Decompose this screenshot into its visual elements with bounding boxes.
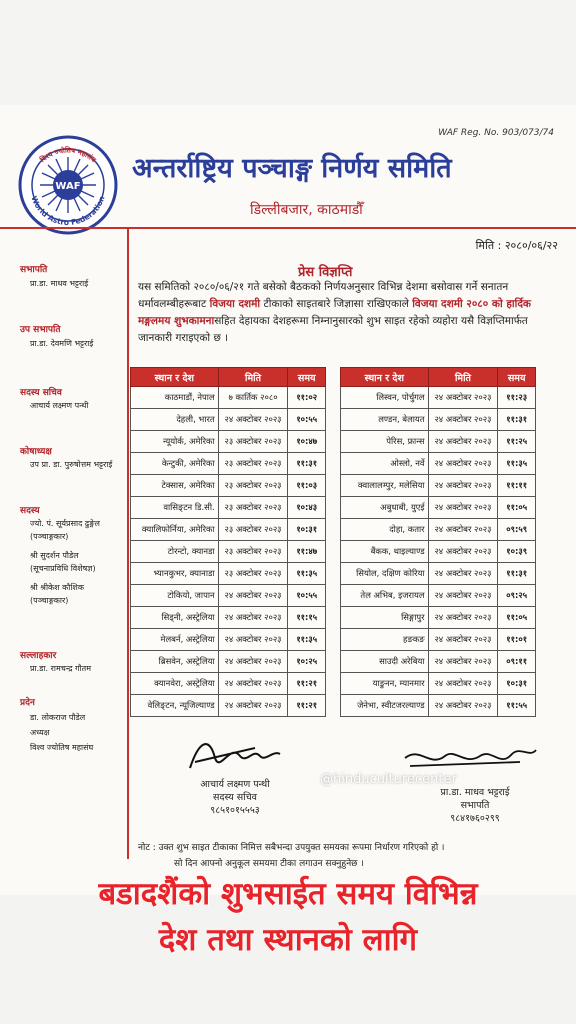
- press-release-heading: प्रेस विज्ञप्ति: [298, 265, 353, 280]
- place-cell: केन्टुकी, अमेरिका: [131, 453, 219, 475]
- place-cell: तेल अभिब, इजरायल: [341, 585, 429, 607]
- time-cell: ११:२१: [288, 695, 326, 717]
- timing-table-left: [130, 367, 326, 717]
- date-cell: २४ अक्टोबर २०२३: [428, 387, 498, 409]
- column-header: समय: [498, 368, 536, 387]
- sidebar-name: प्रा.डा. रामचन्द्र गौतम: [30, 664, 91, 673]
- banner-line-1: बडादशैंको शुभसाईत समय विभिन्न: [98, 876, 478, 912]
- date-cell: ७ कार्तिक २०८०: [218, 387, 288, 409]
- body-text: टीकाको साइतबारे जिज्ञासा राखिएकाले: [260, 298, 413, 310]
- place-cell: ओस्लो, नर्वे: [341, 453, 429, 475]
- column-header: स्थान र देश: [131, 368, 219, 387]
- sidebar-name: विश्व ज्योतिष महासंघ: [30, 743, 94, 752]
- date-cell: २३ अक्टोबर २०२३: [218, 519, 288, 541]
- table-row: [341, 695, 536, 717]
- time-cell: ११:३१: [498, 563, 536, 585]
- date-cell: २३ अक्टोबर २०२३: [218, 431, 288, 453]
- sidebar-name: अध्यक्ष: [30, 728, 50, 737]
- date-cell: २४ अक्टोबर २०२३: [428, 541, 498, 563]
- sidebar-divider: [127, 229, 129, 859]
- logo-mark: WAF: [55, 181, 81, 192]
- document-date: मिति : २०८०/०६/२२: [475, 239, 558, 252]
- time-cell: १०:४३: [288, 497, 326, 519]
- place-cell: साउदी अरेबिया: [341, 651, 429, 673]
- table-row: [341, 673, 536, 695]
- table-row: [131, 409, 326, 431]
- time-cell: ११:४७: [288, 541, 326, 563]
- place-cell: लिस्वन, पोर्चुगल: [341, 387, 429, 409]
- date-cell: २४ अक्टोबर २०२३: [428, 497, 498, 519]
- sidebar-name: श्री सुदर्शन पौडेल: [30, 551, 79, 560]
- date-cell: २४ अक्टोबर २०२३: [218, 585, 288, 607]
- table-row: [341, 651, 536, 673]
- date-cell: २३ अक्टोबर २०२३: [218, 541, 288, 563]
- time-cell: ११:३५: [288, 629, 326, 651]
- place-cell: अबुधाबी, युएई: [341, 497, 429, 519]
- sidebar-heading: कोषाध्यक्ष: [20, 447, 52, 457]
- press-release-body: [138, 279, 558, 347]
- signatory-role: सदस्य सचिव: [213, 792, 257, 803]
- note-line: सो दिन आफ्नो अनुकूल समयमा टीका लगाउन सक्नुहुनेछ ।: [174, 859, 364, 869]
- time-cell: ११:१५: [288, 607, 326, 629]
- sidebar-heading: सदस्य सचिव: [20, 388, 62, 398]
- table-row: [341, 453, 536, 475]
- page-title: अन्तर्राष्ट्रिय पञ्चाङ्ग निर्णय समिति: [132, 153, 452, 184]
- table-row: [131, 497, 326, 519]
- time-cell: ११:०३: [288, 475, 326, 497]
- table-row: [131, 453, 326, 475]
- sidebar-name: (पञ्चाङ्गकार): [30, 532, 69, 541]
- sidebar-name: डा. लोकराज पौडेल: [30, 713, 86, 722]
- place-cell: हङकङ: [341, 629, 429, 651]
- column-header: मिति: [218, 368, 288, 387]
- signature-block-left: [160, 778, 310, 817]
- date-cell: २४ अक्टोबर २०२३: [218, 607, 288, 629]
- time-cell: ०९:५९: [498, 519, 536, 541]
- signatory-name: आचार्य लक्ष्मण पन्थी: [200, 779, 270, 790]
- signatory-name: प्रा.डा. माधव भट्टराई: [440, 787, 510, 798]
- place-cell: लण्डन, बेलायत: [341, 409, 429, 431]
- table-row: [131, 387, 326, 409]
- time-cell: ०९:११: [498, 651, 536, 673]
- table-row: [131, 585, 326, 607]
- table-row: [341, 387, 536, 409]
- logo-caption-top: विश्व ज्योतिष महासंघ: [38, 146, 98, 165]
- date-cell: २३ अक्टोबर २०२३: [218, 563, 288, 585]
- highlight-text: विजया दशमी: [209, 298, 261, 310]
- table-row: [131, 651, 326, 673]
- date-cell: २४ अक्टोबर २०२३: [428, 629, 498, 651]
- time-cell: ११:०२: [288, 387, 326, 409]
- column-header: स्थान र देश: [341, 368, 429, 387]
- date-cell: २४ अक्टोबर २०२३: [428, 519, 498, 541]
- waf-logo-icon: [18, 135, 118, 235]
- table-row: [341, 519, 536, 541]
- table-row: [341, 563, 536, 585]
- date-cell: २४ अक्टोबर २०२३: [428, 475, 498, 497]
- place-cell: क्वालालम्पुर, मलेसिया: [341, 475, 429, 497]
- place-cell: वेलिङ्टन, न्यूजिल्याण्ड: [131, 695, 219, 717]
- signatory-phone: ९८४१७६०२९९: [450, 813, 500, 824]
- logo-caption: World Astro Federation: [29, 194, 107, 228]
- place-cell: जेनेभा, स्वीटजरल्याण्ड: [341, 695, 429, 717]
- place-cell: ब्रिसवेन, अस्ट्रेलिया: [131, 651, 219, 673]
- table-row: [341, 585, 536, 607]
- time-cell: १०:५५: [288, 585, 326, 607]
- date-cell: २४ अक्टोबर २०२३: [218, 651, 288, 673]
- signatory-phone: ९८५१०१५५५३: [210, 805, 260, 816]
- time-cell: ११:३१: [498, 409, 536, 431]
- place-cell: देहली, भारत: [131, 409, 219, 431]
- place-cell: टोकियो, जापान: [131, 585, 219, 607]
- table-row: [131, 541, 326, 563]
- time-cell: ११:३१: [288, 453, 326, 475]
- place-cell: सिड्नी, अस्ट्रेलिया: [131, 607, 219, 629]
- place-cell: काठमाडौं, नेपाल: [131, 387, 219, 409]
- time-cell: ११:५५: [498, 695, 536, 717]
- signatory-role: सभापति: [460, 800, 490, 811]
- table-row: [341, 475, 536, 497]
- body-text: यस समितिको २०८०/०६/२१ गते बसेको बैठकको निर्णयअनुसार विभिन्न देशमा बसोवास गर्ने सनातन धर्मावलम्बीहरूबाट: [138, 281, 509, 310]
- page-subtitle: डिल्लीबजार, काठमाडौँ: [250, 202, 363, 218]
- place-cell: क्यालिफोर्निया, अमेरिका: [131, 519, 219, 541]
- body-text: सहित देहायका देशहरूमा निम्नानुसारको शुभ साइत रहेको व्यहोरा यसै विज्ञप्तिमार्फत जानकारी गराइएको छ ।: [138, 315, 528, 344]
- time-cell: ११:०५: [498, 497, 536, 519]
- place-cell: बैंकक, थाइल्याण्ड: [341, 541, 429, 563]
- place-cell: वासिङ्टन डि.सी.: [131, 497, 219, 519]
- timing-table-right: [340, 367, 536, 717]
- time-cell: ११:२५: [498, 431, 536, 453]
- table-row: [341, 497, 536, 519]
- time-cell: ०९:२५: [498, 585, 536, 607]
- time-cell: ११:२१: [288, 673, 326, 695]
- sidebar-name: श्री श्रीकेश कौशिक: [30, 583, 85, 592]
- top-background: [0, 0, 576, 105]
- date-cell: २४ अक्टोबर २०२३: [428, 607, 498, 629]
- table-row: [131, 607, 326, 629]
- sidebar-name: प्रा.डा. माधव भट्टराई: [30, 279, 89, 288]
- date-cell: २३ अक्टोबर २०२३: [218, 453, 288, 475]
- column-header: मिति: [428, 368, 498, 387]
- table-row: [131, 629, 326, 651]
- registration-number: WAF Reg. No. 903/073/74: [438, 128, 554, 138]
- sidebar-heading: सदस्य: [20, 506, 40, 516]
- header-divider: [0, 227, 576, 229]
- date-cell: २४ अक्टोबर २०२३: [218, 673, 288, 695]
- date-cell: २४ अक्टोबर २०२३: [428, 431, 498, 453]
- sidebar-name: (पञ्चाङ्गकार): [30, 596, 69, 605]
- table-row: [131, 475, 326, 497]
- signature-block-right: [400, 786, 550, 825]
- date-cell: २३ अक्टोबर २०२३: [218, 497, 288, 519]
- highlight-text: विजया दशमी २०८० को हार्दिक मङ्गलमय शुभकामना: [138, 298, 531, 327]
- place-cell: सिङ्गापुर: [341, 607, 429, 629]
- note-line: नोट : उक्त शुभ साइत टीकाका निमित्त सबैभन्दा उपयुक्त समयका रूपमा निर्धारण गरिएको हो ।: [138, 843, 445, 853]
- date-cell: २४ अक्टोबर २०२३: [428, 651, 498, 673]
- date-cell: २४ अक्टोबर २०२३: [428, 695, 498, 717]
- time-cell: १०:३१: [498, 673, 536, 695]
- place-cell: न्यूयोर्क, अमेरिका: [131, 431, 219, 453]
- place-cell: सियोल, दक्षिण कोरिया: [341, 563, 429, 585]
- date-cell: २४ अक्टोबर २०२३: [218, 409, 288, 431]
- date-cell: २४ अक्टोबर २०२३: [428, 563, 498, 585]
- date-cell: २४ अक्टोबर २०२३: [428, 673, 498, 695]
- table-row: [341, 431, 536, 453]
- sidebar-heading: सभापति: [20, 265, 48, 275]
- table-row: [341, 607, 536, 629]
- banner-line-2: देश तथा स्थानको लागि: [158, 922, 418, 958]
- sidebar-name: ज्यो. पं. सूर्यप्रसाद ढुङ्गेल: [30, 519, 100, 528]
- place-cell: क्यानवेरा, अस्ट्रेलिया: [131, 673, 219, 695]
- date-cell: २४ अक्टोबर २०२३: [218, 629, 288, 651]
- sidebar-name: (सूचनाप्रविधि विशेषज्ञ): [30, 564, 96, 573]
- time-cell: ११:११: [498, 475, 536, 497]
- time-cell: ११:२३: [498, 387, 536, 409]
- time-cell: ११:३५: [498, 453, 536, 475]
- table-row: [131, 563, 326, 585]
- time-cell: १०:२५: [288, 651, 326, 673]
- table-row: [341, 629, 536, 651]
- sidebar-heading: उप सभापति: [20, 325, 61, 335]
- sidebar-heading: सल्लाहकार: [20, 651, 57, 661]
- place-cell: टोरन्टो, क्यानडा: [131, 541, 219, 563]
- time-cell: १०:३१: [288, 519, 326, 541]
- time-cell: १०:५५: [288, 409, 326, 431]
- table-row: [131, 431, 326, 453]
- place-cell: भ्यानकुभर, क्यानाडा: [131, 563, 219, 585]
- watermark-handle: @hinduculturecenter: [320, 772, 457, 787]
- sidebar-heading: प्रदेन: [20, 698, 35, 708]
- table-row: [131, 673, 326, 695]
- table-row: [341, 541, 536, 563]
- place-cell: पेरिस, फ्रान्स: [341, 431, 429, 453]
- date-cell: २४ अक्टोबर २०२३: [428, 585, 498, 607]
- date-cell: २४ अक्टोबर २०२३: [218, 695, 288, 717]
- date-cell: २४ अक्टोबर २०२३: [428, 409, 498, 431]
- time-cell: १०:३९: [498, 541, 536, 563]
- time-cell: ११:०१: [498, 629, 536, 651]
- column-header: समय: [288, 368, 326, 387]
- table-row: [341, 409, 536, 431]
- time-cell: ११:३५: [288, 563, 326, 585]
- sidebar-name: प्रा.डा. देवमणि भट्टराई: [30, 339, 94, 348]
- place-cell: दोहा, कतार: [341, 519, 429, 541]
- table-row: [131, 695, 326, 717]
- time-cell: १०:४७: [288, 431, 326, 453]
- table-row: [131, 519, 326, 541]
- sidebar-name: उप प्रा. डा. पुरुषोत्तम भट्टराई: [30, 460, 113, 469]
- date-cell: २३ अक्टोबर २०२३: [218, 475, 288, 497]
- place-cell: मेलबर्न, अस्ट्रेलिया: [131, 629, 219, 651]
- place-cell: टेक्सास, अमेरिका: [131, 475, 219, 497]
- signature-scribble-icon: [185, 728, 285, 778]
- place-cell: याङुनन, म्यानमार: [341, 673, 429, 695]
- date-cell: २४ अक्टोबर २०२३: [428, 453, 498, 475]
- sidebar-name: आचार्य लक्ष्मण पन्थी: [30, 401, 89, 410]
- time-cell: ११:०५: [498, 607, 536, 629]
